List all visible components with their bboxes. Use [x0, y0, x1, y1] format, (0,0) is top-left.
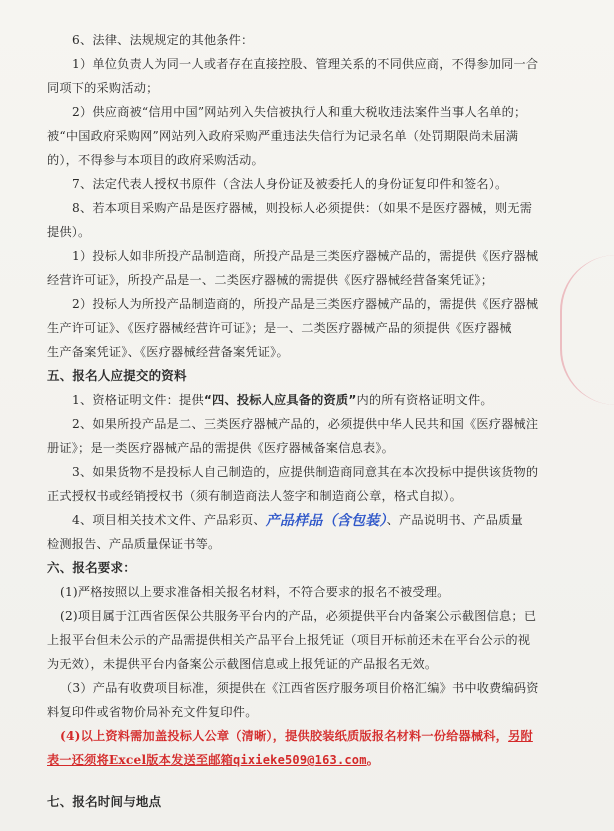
line-text: 内的所有资格证明文件。 [356, 393, 493, 407]
text-line [47, 272, 493, 288]
text-line [72, 416, 538, 432]
line-text: (2)项目属于江西省医保公共服务平台内的产品，必须提供平台内备案公示截图信息；已 [60, 609, 537, 623]
line-text: 生产许可证》、《医疗器械经营许可证》；是一、二类医疗器械产品的须提供《医疗器械 [47, 321, 512, 335]
line-text: 生产备案凭证》、《医疗器械经营备案凭证》。 [47, 345, 289, 359]
text-line [47, 80, 159, 96]
text-line [72, 512, 523, 528]
bold-phrase: “四、投标人应具备的资质” [203, 393, 357, 407]
red-notice: 。 [366, 753, 380, 767]
line-text: 被“中国政府采购网”网站列入政府采购严重违法失信行为记录名单（处罚期限尚未届满 [47, 129, 519, 143]
section-heading [47, 560, 136, 576]
section-heading [47, 368, 187, 384]
line-text: (1)严格按照以上要求准备相关报名材料，不符合要求的报名不被受理。 [60, 585, 450, 599]
line-text: 经营许可证》，所投产品是一、二类医疗器械的需提供《医疗器械经营备案凭证》； [47, 273, 494, 287]
line-text: 2）投标人为所投产品制造商的，所投产品是三类医疗器械产品的，需提供《医疗器械 [72, 297, 539, 311]
text-line [72, 392, 493, 408]
text-line [47, 488, 462, 504]
line-text: 料复印件或省物价局补充文件复印件。 [47, 705, 258, 719]
line-text: 五、报名人应提交的资料 [47, 368, 187, 383]
text-line [72, 176, 507, 192]
line-text: 检测报告、产品质量保证书等。 [47, 537, 221, 551]
red-notice-underlined: 另附 [508, 729, 533, 743]
red-notice-underlined: 表一还须将Excel版本发送至邮箱 [47, 753, 234, 767]
text-line [72, 104, 526, 120]
section-heading [47, 794, 161, 810]
text-line [60, 728, 533, 744]
text-line [72, 32, 253, 48]
text-line [47, 440, 394, 456]
text-line [60, 608, 536, 624]
red-notice: (4)以上资料需加盖投标人公章（清晰），提供胶装纸质版报名材料一份给器械科， [60, 729, 509, 743]
text-line [60, 584, 450, 600]
text-line [60, 680, 539, 696]
line-text: 3、如果货物不是投标人自己制造的，应提供制造商同意其在本次投标中提供该货物的 [72, 465, 539, 479]
text-line [47, 320, 512, 336]
text-line [47, 536, 220, 552]
line-text: 1、资格证明文件：提供 [72, 393, 204, 407]
line-text: 册证》；是一类医疗器械产品的需提供《医疗器械备案信息表》。 [47, 441, 395, 455]
line-text: 1）单位负责人为同一人或者存在直接控股、管理关系的不同供应商，不得参加同一合 [72, 57, 539, 71]
line-text: 2、如果所投产品是二、三类医疗器械产品的，必须提供中华人民共和国《医疗器械注 [72, 417, 539, 431]
line-text: 七、报名时间与地点 [47, 794, 162, 809]
line-text: 上报平台但未公示的产品需提供相关产品平台上报凭证（项目开标前还未在平台公示的视 [47, 633, 531, 647]
text-line [72, 464, 538, 480]
text-line [47, 752, 379, 768]
line-text: 的），不得参与本项目的政府采购活动。 [47, 153, 264, 167]
text-line [47, 632, 530, 648]
line-text: 为无效），未提供平台内备案公示截图信息或上报凭证的产品报名无效。 [47, 657, 438, 671]
highlight-phrase: 产品样品（含包装） [265, 513, 387, 529]
text-line [47, 704, 258, 720]
line-text: 六、报名要求： [47, 560, 136, 575]
line-text: 7、法定代表人授权书原件（含法人身份证及被委托人的身份证复印件和签名）。 [72, 177, 508, 191]
text-line [47, 656, 437, 672]
text-line [72, 248, 538, 264]
text-line [47, 344, 289, 360]
text-line [47, 128, 518, 144]
line-text: 8、若本项目采购产品是医疗器械，则投标人必须提供：（如果不是医疗器械，则无需 [72, 201, 533, 215]
text-line [72, 56, 538, 72]
email-address: qixieke509@163.com [233, 753, 367, 767]
text-line [72, 200, 532, 216]
text-line [47, 152, 264, 168]
line-text: （3）产品有收费项目标准，须提供在《江西省医疗服务项目价格汇编》书中收费编码资 [60, 681, 539, 695]
text-line [72, 296, 538, 312]
line-text: 2）供应商被“信用中国”网站列入失信被执行人和重大税收违法案件当事人名单的； [72, 105, 527, 119]
text-line [47, 224, 90, 240]
line-text: 6、法律、法规规定的其他条件： [72, 33, 254, 47]
line-text: 同项下的采购活动； [47, 81, 159, 95]
line-text: 4、项目相关技术文件、产品彩页、 [72, 513, 266, 527]
line-text: 1）投标人如非所投产品制造商，所投产品是三类医疗器械产品的，需提供《医疗器械 [72, 249, 539, 263]
line-text: 正式授权书或经销授权书（须有制造商法人签字和制造商公章，格式自拟）。 [47, 489, 463, 503]
line-text: 、产品说明书、产品质量 [386, 513, 523, 527]
line-text: 提供）。 [47, 225, 91, 239]
